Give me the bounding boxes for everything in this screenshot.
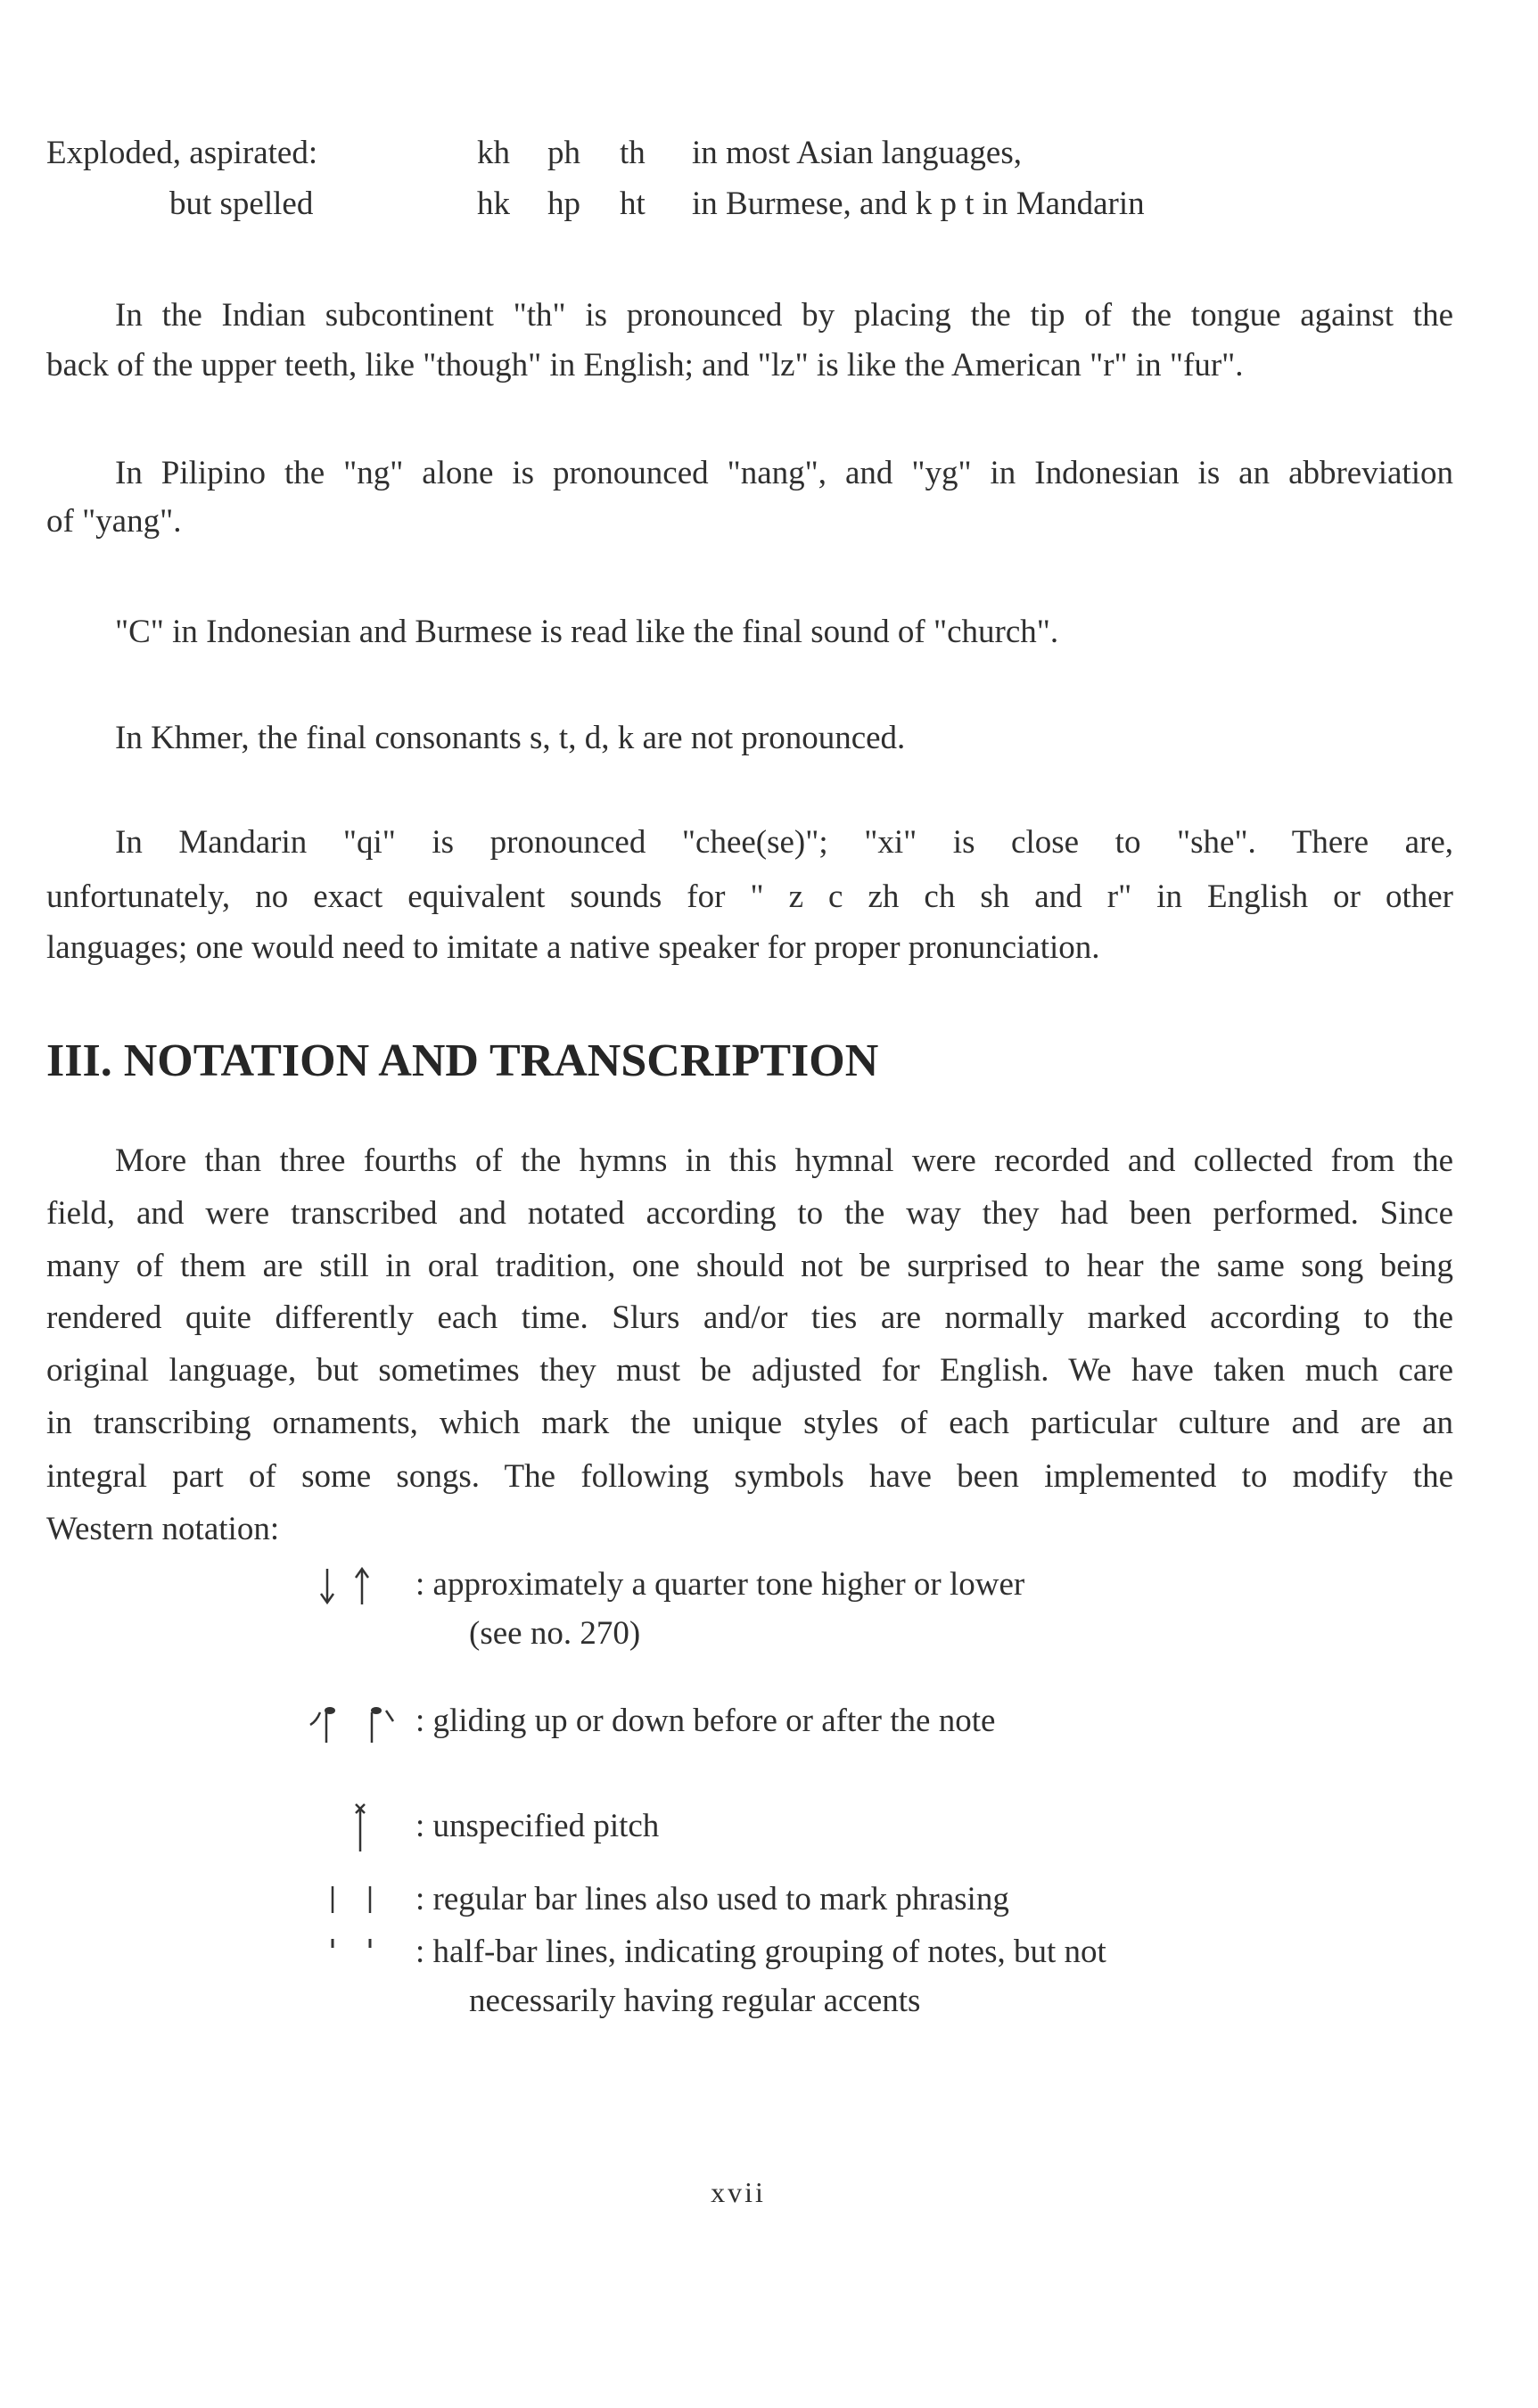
symbol-desc: : unspecified pitch [415, 1808, 660, 1844]
paragraph-line: back of the upper teeth, like "though" in English; and "lz" is like the American "r" in "fur". [46, 347, 1244, 383]
section-heading: III. NOTATION AND TRANSCRIPTION [46, 1035, 879, 1086]
quarter-tone-arrows-icon [312, 1565, 383, 1610]
symbol-desc-cont: necessarily having regular accents [469, 1983, 921, 2019]
paragraph-line: unfortunately, no exact equivalent sounds for " z c zh ch sh and r" in English or other [46, 878, 1453, 915]
symbol-desc-cont: (see no. 270) [469, 1615, 641, 1652]
paragraph-line: "C" in Indonesian and Burmese is read like the final sound of "church". [115, 614, 1059, 650]
paragraph-line: In the Indian subcontinent "th" is pronounced by placing the tip of the tongue against the [115, 297, 1453, 334]
row2-note: in Burmese, and k p t in Mandarin [692, 186, 1145, 222]
paragraph-line: In Mandarin "qi" is pronounced "chee(se)"; "xi" is close to "she". There are, [115, 824, 1453, 861]
section-line: More than three fourths of the hymns in this hymnal were recorded and collected from the [115, 1142, 1453, 1179]
section-line: Western notation: [46, 1511, 280, 1547]
x-notehead-icon [348, 1802, 374, 1855]
row1-note: in most Asian languages, [692, 135, 1022, 171]
row2-c2: hp [547, 186, 580, 222]
row2-label: but spelled [169, 186, 314, 222]
row2-c1: hk [477, 186, 510, 222]
row1-label: Exploded, aspirated: [46, 135, 318, 171]
row1-c1: kh [477, 135, 510, 171]
row1-c3: th [620, 135, 646, 171]
paragraph-line: In Khmer, the final consonants s, t, d, k are not pronounced. [115, 720, 906, 756]
symbol-desc: : half-bar lines, indicating grouping of notes, but not [415, 1934, 1106, 1970]
bar-lines-icon [325, 1884, 379, 1915]
paragraph-line: of "yang". [46, 503, 182, 540]
glide-notes-icon [308, 1702, 406, 1746]
section-line: original language, but sometimes they must be adjusted for English. We have taken much care [46, 1352, 1453, 1389]
section-line: integral part of some songs. The following symbols have been implemented to modify the [46, 1458, 1453, 1495]
row2-c3: ht [620, 186, 646, 222]
page-number: xvii [711, 2176, 766, 2208]
paragraph-line: In Pilipino the "ng" alone is pronounced "nang", and "yg" in Indonesian is an abbreviation [115, 455, 1453, 491]
half-bar-lines-icon [325, 1935, 379, 1953]
section-line: rendered quite differently each time. Slurs and/or ties are normally marked according to the [46, 1299, 1453, 1336]
symbol-desc: : approximately a quarter tone higher or lower [415, 1566, 1025, 1603]
symbol-desc: : regular bar lines also used to mark phrasing [415, 1881, 1009, 1917]
row1-c2: ph [547, 135, 580, 171]
paragraph-line: languages; one would need to imitate a native speaker for proper pronunciation. [46, 929, 1100, 966]
section-line: in transcribing ornaments, which mark the unique styles of each particular culture and are an [46, 1405, 1453, 1441]
symbol-desc: : gliding up or down before or after the note [415, 1703, 996, 1739]
section-line: many of them are still in oral tradition, one should not be surprised to hear the same song being [46, 1248, 1453, 1284]
section-line: field, and were transcribed and notated according to the way they had been performed. Since [46, 1195, 1453, 1232]
